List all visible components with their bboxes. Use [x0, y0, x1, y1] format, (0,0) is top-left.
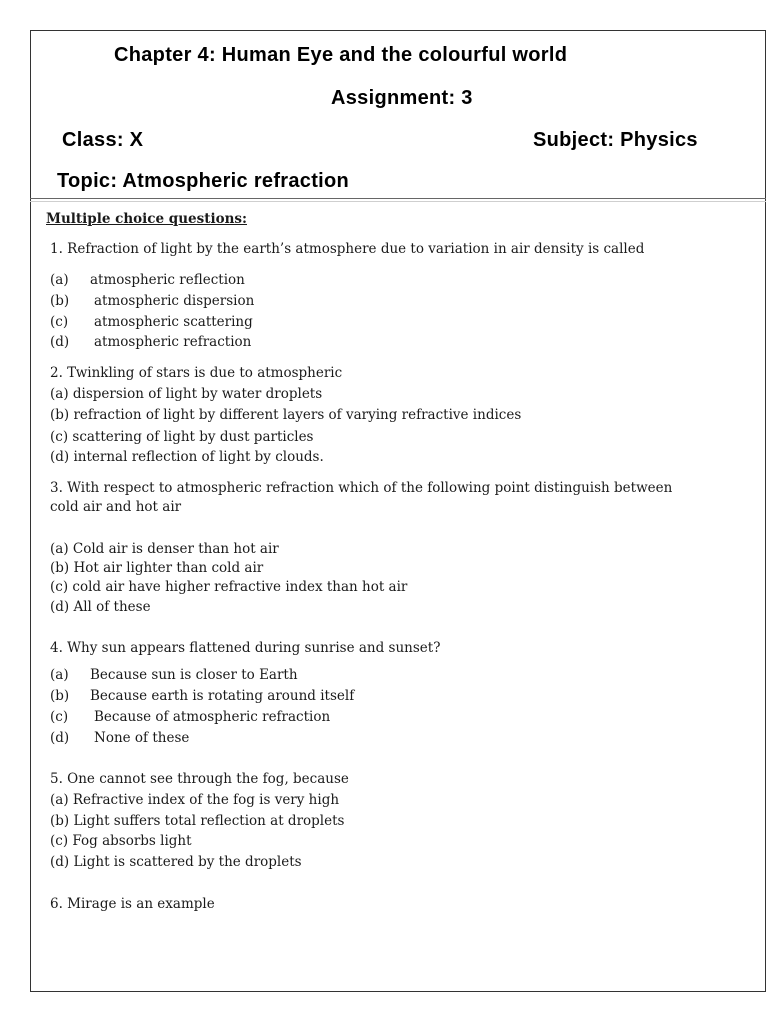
assignment-number: Assignment: 3: [331, 87, 473, 109]
question-1-stem: 1. Refraction of light by the earth’s atmosphere due to variation in air density is called: [50, 241, 645, 257]
option-label: (a): [50, 667, 69, 683]
question-2-option-c: (c) scattering of light by dust particles: [50, 429, 314, 445]
option-text: Because sun is closer to Earth: [90, 667, 298, 683]
header-divider: [30, 198, 766, 199]
option-text: atmospheric refraction: [94, 334, 252, 350]
question-1-option-c: [50, 314, 253, 330]
option-label: (b): [50, 688, 70, 704]
question-1-option-b: [50, 293, 254, 309]
option-text: atmospheric scattering: [94, 314, 253, 330]
question-4-option-a: [50, 667, 298, 683]
question-4-option-d: [50, 730, 189, 746]
option-label: (c): [50, 709, 69, 725]
question-3-stem-line-2: cold air and hot air: [50, 499, 182, 515]
question-2-option-a: (a) dispersion of light by water droplets: [50, 386, 323, 402]
question-2-option-b: (b) refraction of light by different layers of varying refractive indices: [50, 407, 522, 423]
question-4-option-b: [50, 688, 354, 704]
question-3-option-c: (c) cold air have higher refractive index than hot air: [50, 579, 408, 595]
question-4-option-c: [50, 709, 330, 725]
option-text: atmospheric reflection: [90, 272, 245, 288]
question-2-option-d: (d) internal reflection of light by clouds.: [50, 449, 324, 465]
question-5-option-b: (b) Light suffers total reflection at droplets: [50, 813, 345, 829]
option-text: Because of atmospheric refraction: [94, 709, 331, 725]
question-4-stem: 4. Why sun appears flattened during sunrise and sunset?: [50, 640, 441, 656]
question-2-stem: 2. Twinkling of stars is due to atmospheric: [50, 365, 343, 381]
option-text: None of these: [94, 730, 190, 746]
class-label: Class: X: [62, 129, 144, 151]
option-label: (d): [50, 334, 70, 350]
question-5-option-c: (c) Fog absorbs light: [50, 833, 192, 849]
question-3-option-b: (b) Hot air lighter than cold air: [50, 560, 264, 576]
question-3-stem-line-1: 3. With respect to atmospheric refraction which of the following point distinguish between: [50, 480, 673, 496]
option-label: (d): [50, 730, 70, 746]
option-label: (b): [50, 293, 70, 309]
question-5-stem: 5. One cannot see through the fog, because: [50, 771, 349, 787]
section-title: Multiple choice questions:: [46, 211, 247, 227]
question-1-option-d: [50, 334, 251, 350]
question-3-option-a: (a) Cold air is denser than hot air: [50, 541, 279, 557]
header-divider-faint: [30, 201, 766, 202]
subject-label: Subject: Physics: [533, 129, 698, 151]
question-3-option-d: (d) All of these: [50, 599, 151, 615]
question-5-option-d: (d) Light is scattered by the droplets: [50, 854, 302, 870]
question-6-stem: 6. Mirage is an example: [50, 896, 215, 912]
topic-label: Topic: Atmospheric refraction: [57, 170, 350, 192]
question-1-option-a: [50, 272, 245, 288]
option-text: atmospheric dispersion: [94, 293, 255, 309]
option-label: (a): [50, 272, 69, 288]
option-text: Because earth is rotating around itself: [90, 688, 355, 704]
chapter-title: Chapter 4: Human Eye and the colourful world: [114, 44, 568, 66]
question-5-option-a: (a) Refractive index of the fog is very high: [50, 792, 340, 808]
option-label: (c): [50, 314, 69, 330]
